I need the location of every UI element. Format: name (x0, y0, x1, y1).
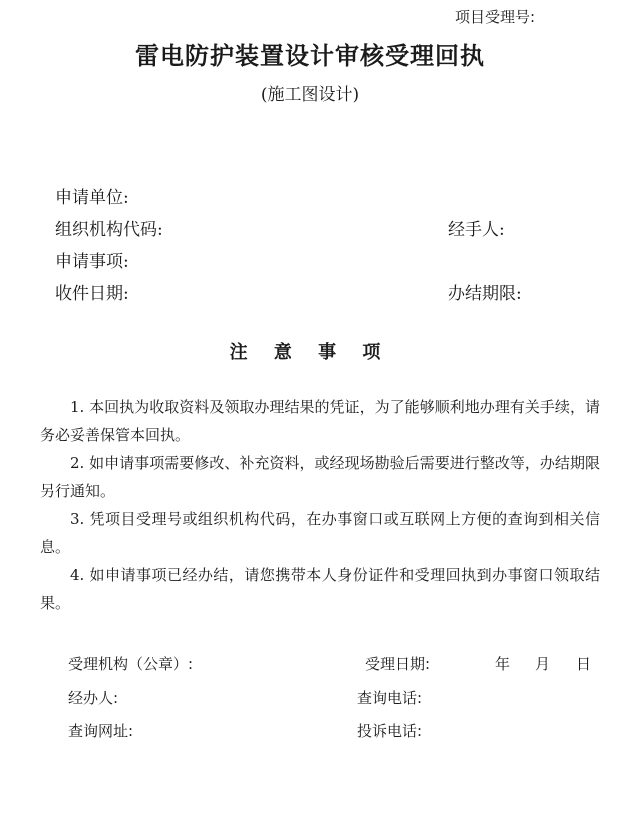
notice-item-3: 3. 凭项目受理号或组织机构代码，在办事窗口或互联网上方便的查询到相关信息。 (40, 510, 600, 556)
notice-title: 注 意 事 项 (229, 342, 391, 363)
receipt-date-label: 收件日期: (55, 284, 129, 304)
deadline-label: 办结期限: (448, 284, 522, 304)
notice-item-2: 2. 如申请事项需要修改、补充资料，或经现场勘验后需要进行整改等，办结期限另行通知。 (40, 454, 600, 500)
notice-item-4: 4. 如申请事项已经办结，请您携带本人身份证件和受理回执到办事窗口领取结果。 (40, 566, 600, 612)
accept-date-label: 受理日期: (365, 655, 431, 673)
day-label: 日 (576, 655, 592, 673)
operator-label: 经办人: (68, 689, 119, 707)
notice-item-1: 1. 本回执为收取资料及领取办理结果的凭证，为了能够顺利地办理有关手续，请务必妥善保管本回执。 (40, 398, 600, 444)
month-label: 月 (535, 655, 551, 673)
year-label: 年 (495, 655, 511, 673)
applicant-unit-label: 申请单位: (55, 188, 129, 208)
inquiry-site-label: 查询网址: (68, 722, 134, 740)
accept-org-label: 受理机构（公章）: (68, 655, 194, 673)
document-title: 雷电防护装置设计审核受理回执 (135, 41, 485, 70)
application-item-label: 申请事项: (55, 252, 129, 272)
handler-label: 经手人: (448, 220, 505, 240)
project-number-label: 项目受理号: (455, 8, 536, 26)
complaint-phone-label: 投诉电话: (357, 722, 423, 740)
org-code-label: 组织机构代码: (55, 220, 163, 240)
inquiry-phone-label: 查询电话: (357, 689, 423, 707)
document-subtitle: (施工图设计) (260, 85, 360, 105)
